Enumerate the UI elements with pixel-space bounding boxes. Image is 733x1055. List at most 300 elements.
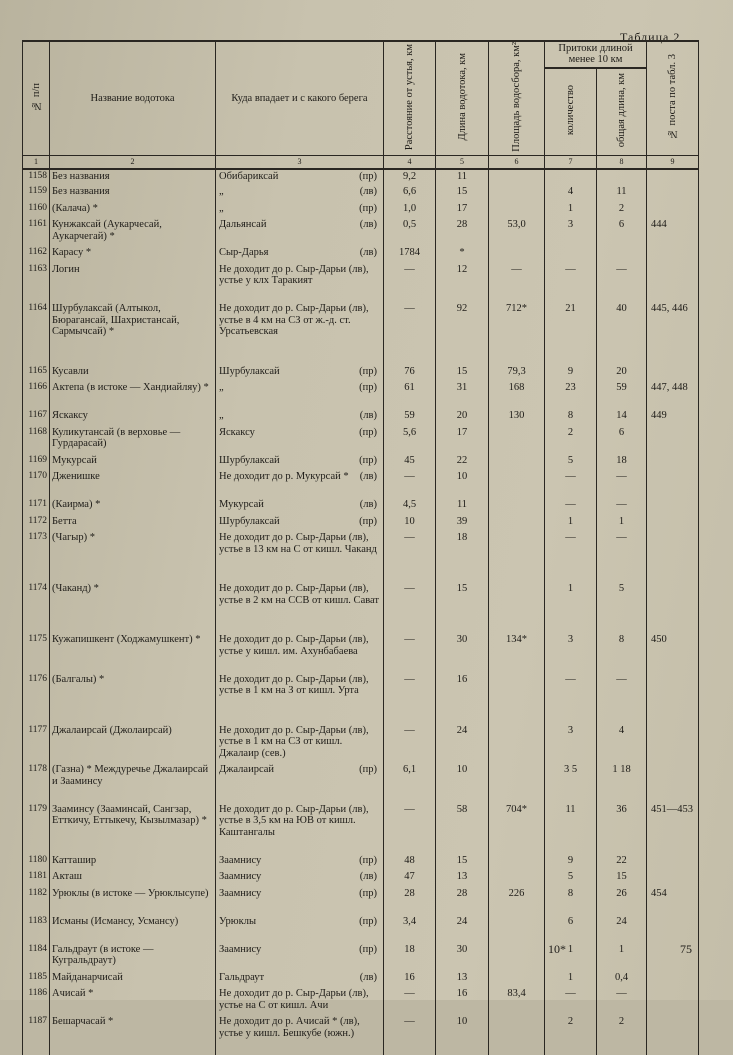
table-row [23,454,699,471]
tributary-count: 3 [545,724,597,764]
distance-from-mouth: 28 [384,887,436,915]
row-number: 1165 [23,365,50,382]
row-number: 1170 [23,470,50,498]
tributary-total-length: — [597,263,647,303]
table-row [23,887,699,915]
table-body [23,169,699,1055]
destination-text: Не доходит до р. Сыр-Дарьи (лв), устье в 1 км на СЗ от кишл. Джалаир (сев.) [219,724,369,759]
watercourse-length: 58 [436,803,489,854]
post-number [647,724,699,764]
catchment-area [489,971,545,988]
post-number [647,454,699,471]
mouth-destination [216,218,384,246]
mouth-destination [216,365,384,382]
watercourse-length: 15 [436,854,489,871]
mouth-destination [216,263,384,303]
header-post: № поста по табл. 3 [647,41,699,155]
table-row [23,870,699,887]
watercourse-name: Шурбулаксай (Алтыкол, Бюрагансай, Шахристансай, Сармычсай) * [50,302,216,365]
tributary-total-length: 6 [597,218,647,246]
mouth-destination [216,498,384,515]
col-number: 9 [647,155,699,169]
tributary-total-length: 24 [597,915,647,943]
watercourse-name: (Чаканд) * [50,582,216,633]
row-number: 1186 [23,987,50,1015]
row-number: 1177 [23,724,50,764]
mouth-destination [216,454,384,471]
bank-side: (пр) [359,887,377,899]
distance-from-mouth: 4,5 [384,498,436,515]
watercourse-name: Кунжаксай (Аукарчесай, Аукарчегай) * [50,218,216,246]
mouth-destination [216,582,384,633]
row-number: 1175 [23,633,50,673]
distance-from-mouth: 45 [384,454,436,471]
tributary-count: — [545,470,597,498]
header-count: количество [545,68,597,156]
watercourse-name: Бешарчасай * [50,1015,216,1055]
catchment-area [489,582,545,633]
table-row [23,218,699,246]
row-number: 1159 [23,185,50,202]
post-number [647,202,699,219]
destination-text: Шурбулаксай [219,454,280,466]
post-number [647,531,699,582]
distance-from-mouth: 76 [384,365,436,382]
destination-text: Не доходит до р. Сыр-Дарьи (лв), устье в 4 км на СЗ от ж.-д. ст. Урсатьевская [219,303,369,338]
destination-text: Не доходит до р. Сыр-Дарьи (лв), устье в 13 км на С от кишл. Чаканд [219,532,377,555]
post-number [647,246,699,263]
tributary-count: — [545,987,597,1015]
distance-from-mouth: 61 [384,381,436,409]
row-number: 1173 [23,531,50,582]
distance-from-mouth: 5,6 [384,426,436,454]
watercourse-name: Урюклы (в истоке — Урюклысупе) [50,887,216,915]
tributary-count: 1 [545,971,597,988]
watercourse-name: (Газна) * Междуречье Джалаирсай и Зааминсу [50,763,216,803]
watercourse-name: Кужапишкент (Ходжамушкент) * [50,633,216,673]
distance-from-mouth: 6,1 [384,763,436,803]
row-number: 1180 [23,854,50,871]
destination-text: Дальянсай [219,219,267,231]
watercourse-name: Дженишке [50,470,216,498]
distance-from-mouth: — [384,531,436,582]
bank-side: (пр) [359,854,377,866]
distance-from-mouth: 1784 [384,246,436,263]
tributary-total-length [597,169,647,186]
catchment-area [489,724,545,764]
bank-side: (пр) [359,764,377,776]
distance-from-mouth: — [384,987,436,1015]
row-number: 1183 [23,915,50,943]
watercourse-name: (Чагыр) * [50,531,216,582]
tributary-total-length: 59 [597,381,647,409]
watercourse-length: 92 [436,302,489,365]
distance-from-mouth: — [384,470,436,498]
table-row [23,169,699,186]
table-row [23,515,699,532]
table-row [23,263,699,303]
bank-side: (пр) [359,202,377,214]
watercourse-length: 16 [436,673,489,724]
post-number [647,582,699,633]
catchment-area: 83,4 [489,987,545,1015]
watercourse-name: Без названия [50,169,216,186]
post-number: 444 [647,218,699,246]
col-number: 3 [216,155,384,169]
tributary-total-length: 2 [597,202,647,219]
destination-text: Не доходит до р. Сыр-Дарьи (лв), устье у кишл. им. Ахунбабаева [219,634,369,657]
watercourse-length: 30 [436,943,489,971]
catchment-area: 53,0 [489,218,545,246]
catchment-area [489,763,545,803]
tributary-count [545,246,597,263]
watercourse-length: 15 [436,365,489,382]
row-number: 1163 [23,263,50,303]
distance-from-mouth: 6,6 [384,185,436,202]
tributary-total-length: 5 [597,582,647,633]
table-row [23,673,699,724]
distance-from-mouth: 48 [384,854,436,871]
row-number: 1182 [23,887,50,915]
row-number: 1172 [23,515,50,532]
tributary-total-length: — [597,531,647,582]
post-number [647,870,699,887]
tributary-total-length: 15 [597,870,647,887]
header-num: № п/п [23,41,50,155]
tributary-count [545,169,597,186]
destination-text: Не доходит до р. Сыр-Дарьи (лв), устье на С от кишл. Ачи [219,988,369,1011]
tributary-total-length: 1 [597,943,647,971]
tributary-count: 1 [545,515,597,532]
tributary-count: 21 [545,302,597,365]
mouth-destination [216,185,384,202]
mouth-destination [216,515,384,532]
row-number: 1184 [23,943,50,971]
post-number [647,763,699,803]
tributary-count: 3 [545,633,597,673]
distance-from-mouth: 9,2 [384,169,436,186]
mouth-destination [216,724,384,764]
tributary-count: 5 [545,870,597,887]
row-number: 1181 [23,870,50,887]
tributary-count: 6 [545,915,597,943]
catchment-area: 79,3 [489,365,545,382]
watercourse-name: (Калача) * [50,202,216,219]
catchment-area [489,169,545,186]
watercourse-name: Зааминсу (Зааминсай, Сангзар, Етткичу, Еттыкечу, Кызылмазар) * [50,803,216,854]
footer-signature: 10* [548,942,566,956]
watercourse-name: Яскаксу [50,409,216,426]
catchment-area: 168 [489,381,545,409]
tributary-count: 5 [545,454,597,471]
catchment-area [489,515,545,532]
catchment-area [489,185,545,202]
table-row [23,381,699,409]
watercourse-name: Кусавли [50,365,216,382]
watercourse-name: Логин [50,263,216,303]
row-number: 1164 [23,302,50,365]
bank-side: (пр) [359,515,377,527]
col-number: 5 [436,155,489,169]
watercourse-name: Бетта [50,515,216,532]
mouth-destination [216,531,384,582]
catchment-area [489,1015,545,1055]
distance-from-mouth: 18 [384,943,436,971]
table-row [23,582,699,633]
watercourse-length: 13 [436,971,489,988]
table-row [23,763,699,803]
table-number: Таблица 2 [620,30,681,44]
table-row [23,409,699,426]
destination-text: Обибариксай [219,170,279,182]
watercourse-length: 31 [436,381,489,409]
row-number: 1167 [23,409,50,426]
watercourse-length: 16 [436,987,489,1015]
tributary-total-length: — [597,498,647,515]
header-tribs: Притоки длиной менее 10 км [545,41,647,68]
row-number: 1178 [23,763,50,803]
table-row [23,971,699,988]
col-number: 2 [50,155,216,169]
watercourse-name: Без названия [50,185,216,202]
post-number [647,470,699,498]
catchment-area: — [489,263,545,303]
tributary-count: 9 [545,365,597,382]
catchment-area [489,870,545,887]
tributary-total-length: — [597,673,647,724]
post-number [647,365,699,382]
destination-text: Не доходит до р. Сыр-Дарьи (лв), устье в 3,5 км на ЮВ от кишл. Каштангалы [219,803,369,838]
distance-from-mouth: 1,0 [384,202,436,219]
tributary-total-length: 18 [597,454,647,471]
distance-from-mouth: — [384,724,436,764]
table-row [23,202,699,219]
destination-text: Шурбулаксай [219,365,280,377]
tributary-total-length: 20 [597,365,647,382]
watercourse-name: Актепа (в истоке — Хандиайляу) * [50,381,216,409]
catchment-area [489,673,545,724]
watercourse-name: Джалаирсай (Джолаирсай) [50,724,216,764]
tributary-count: 1 [545,202,597,219]
rivers-table [22,40,699,1055]
destination-text: Не доходит до р. Сыр-Дарьи (лв), устье в 2 км на ССВ от кишл. Сават [219,583,380,606]
tributary-total-length [597,246,647,263]
post-number [647,263,699,303]
bank-side: (лв) [359,247,377,259]
header-name: Название водотока [50,41,216,155]
tributary-total-length: 1 18 [597,763,647,803]
catchment-area: 704* [489,803,545,854]
distance-from-mouth: — [384,582,436,633]
col-number: 4 [384,155,436,169]
destination-text: Шурбулаксай [219,515,280,527]
post-number [647,185,699,202]
watercourse-length: 24 [436,724,489,764]
watercourse-length: 17 [436,202,489,219]
table-row [23,531,699,582]
row-number: 1168 [23,426,50,454]
post-number [647,987,699,1015]
post-number [647,673,699,724]
col-number: 7 [545,155,597,169]
row-number: 1162 [23,246,50,263]
tributary-count: 2 [545,1015,597,1055]
destination-text: Не доходит до р. Ачисай * (лв), устье у кишл. Бешкубе (южн.) [219,1016,360,1039]
distance-from-mouth: 3,4 [384,915,436,943]
header-len: Длина водотока, км [436,41,489,155]
mouth-destination [216,854,384,871]
mouth-destination [216,870,384,887]
row-number: 1169 [23,454,50,471]
header-total-length: общая длина, км [597,68,647,156]
mouth-destination [216,470,384,498]
tributary-count: 1 [545,582,597,633]
row-number: 1166 [23,381,50,409]
watercourse-length: 11 [436,169,489,186]
tributary-total-length: 22 [597,854,647,871]
tributary-count: 8 [545,887,597,915]
row-number: 1179 [23,803,50,854]
distance-from-mouth: 16 [384,971,436,988]
tributary-total-length: — [597,987,647,1015]
bank-side: (лв) [359,471,377,483]
header-area: Площадь водосбора, км² [489,41,545,155]
post-number [647,971,699,988]
destination-text: Заамнису [219,854,262,866]
table-row [23,302,699,365]
destination-text: Заамнису [219,887,262,899]
watercourse-name: Мукурсай [50,454,216,471]
bank-side: (лв) [359,871,377,883]
table-row [23,854,699,871]
row-number: 1185 [23,971,50,988]
mouth-destination [216,987,384,1015]
post-number [647,498,699,515]
post-number [647,426,699,454]
mouth-destination [216,409,384,426]
table-row [23,915,699,943]
destination-text: „ [219,382,224,394]
catchment-area [489,943,545,971]
distance-from-mouth: — [384,302,436,365]
catchment-area [489,246,545,263]
distance-from-mouth: — [384,263,436,303]
table-row [23,1015,699,1055]
watercourse-length: 20 [436,409,489,426]
mouth-destination [216,426,384,454]
table-row [23,987,699,1015]
bank-side: (лв) [359,186,377,198]
post-number [647,854,699,871]
post-number: 450 [647,633,699,673]
destination-text: Гальдраут [219,971,265,983]
destination-text: Сыр-Дарья [219,247,269,259]
bank-side: (лв) [359,219,377,231]
mouth-destination [216,1015,384,1055]
tributary-total-length: 26 [597,887,647,915]
row-number: 1174 [23,582,50,633]
watercourse-length: 10 [436,1015,489,1055]
watercourse-length: 13 [436,870,489,887]
post-number [647,169,699,186]
mouth-destination [216,943,384,971]
table-row [23,803,699,854]
catchment-area: 130 [489,409,545,426]
table-row [23,724,699,764]
tributary-total-length: 8 [597,633,647,673]
tributary-count: 9 [545,854,597,871]
row-number: 1176 [23,673,50,724]
tributary-total-length: 40 [597,302,647,365]
destination-text: Мукурсай [219,499,264,511]
bank-side: (лв) [359,499,377,511]
distance-from-mouth: — [384,633,436,673]
bank-side: (пр) [359,382,377,394]
col-number: 6 [489,155,545,169]
table-row [23,246,699,263]
tributary-count: 11 [545,803,597,854]
mouth-destination [216,673,384,724]
watercourse-name: Исманы (Исмансу, Усмансу) [50,915,216,943]
post-number: 451—453 [647,803,699,854]
mouth-destination [216,887,384,915]
tributary-total-length: — [597,470,647,498]
tributary-count: 3 5 [545,763,597,803]
mouth-destination [216,633,384,673]
table-row [23,185,699,202]
row-number: 1187 [23,1015,50,1055]
tributary-count: 2 [545,426,597,454]
tributary-count: — [545,531,597,582]
col-number: 1 [23,155,50,169]
watercourse-length: 28 [436,887,489,915]
watercourse-length: 17 [436,426,489,454]
watercourse-length: 10 [436,470,489,498]
mouth-destination [216,202,384,219]
watercourse-name: Майданарчисай [50,971,216,988]
distance-from-mouth: 47 [384,870,436,887]
mouth-destination [216,915,384,943]
tributary-total-length: 0,4 [597,971,647,988]
catchment-area [489,498,545,515]
watercourse-length: 10 [436,763,489,803]
tributary-total-length: 11 [597,185,647,202]
table-row [23,470,699,498]
watercourse-length: 30 [436,633,489,673]
column-numbers-row [23,155,699,169]
tributary-total-length: 14 [597,409,647,426]
catchment-area [489,915,545,943]
tributary-count: — [545,673,597,724]
watercourse-length: 15 [436,582,489,633]
distance-from-mouth: — [384,803,436,854]
watercourse-name: (Каирма) * [50,498,216,515]
table-row [23,633,699,673]
watercourse-length: 22 [436,454,489,471]
destination-text: „ [219,186,224,198]
watercourse-length: 15 [436,185,489,202]
tributary-total-length: 1 [597,515,647,532]
destination-text: Не доходит до р. Сыр-Дарьи (лв), устье в 1 км на З от кишл. Урта [219,673,369,697]
distance-from-mouth: 0,5 [384,218,436,246]
post-number: 447, 448 [647,381,699,409]
destination-text: Урюклы [219,915,257,927]
header-dist: Расстояние от устья, км [384,41,436,155]
table-row [23,365,699,382]
watercourse-length: 11 [436,498,489,515]
watercourse-length: 24 [436,915,489,943]
tributary-count: — [545,498,597,515]
